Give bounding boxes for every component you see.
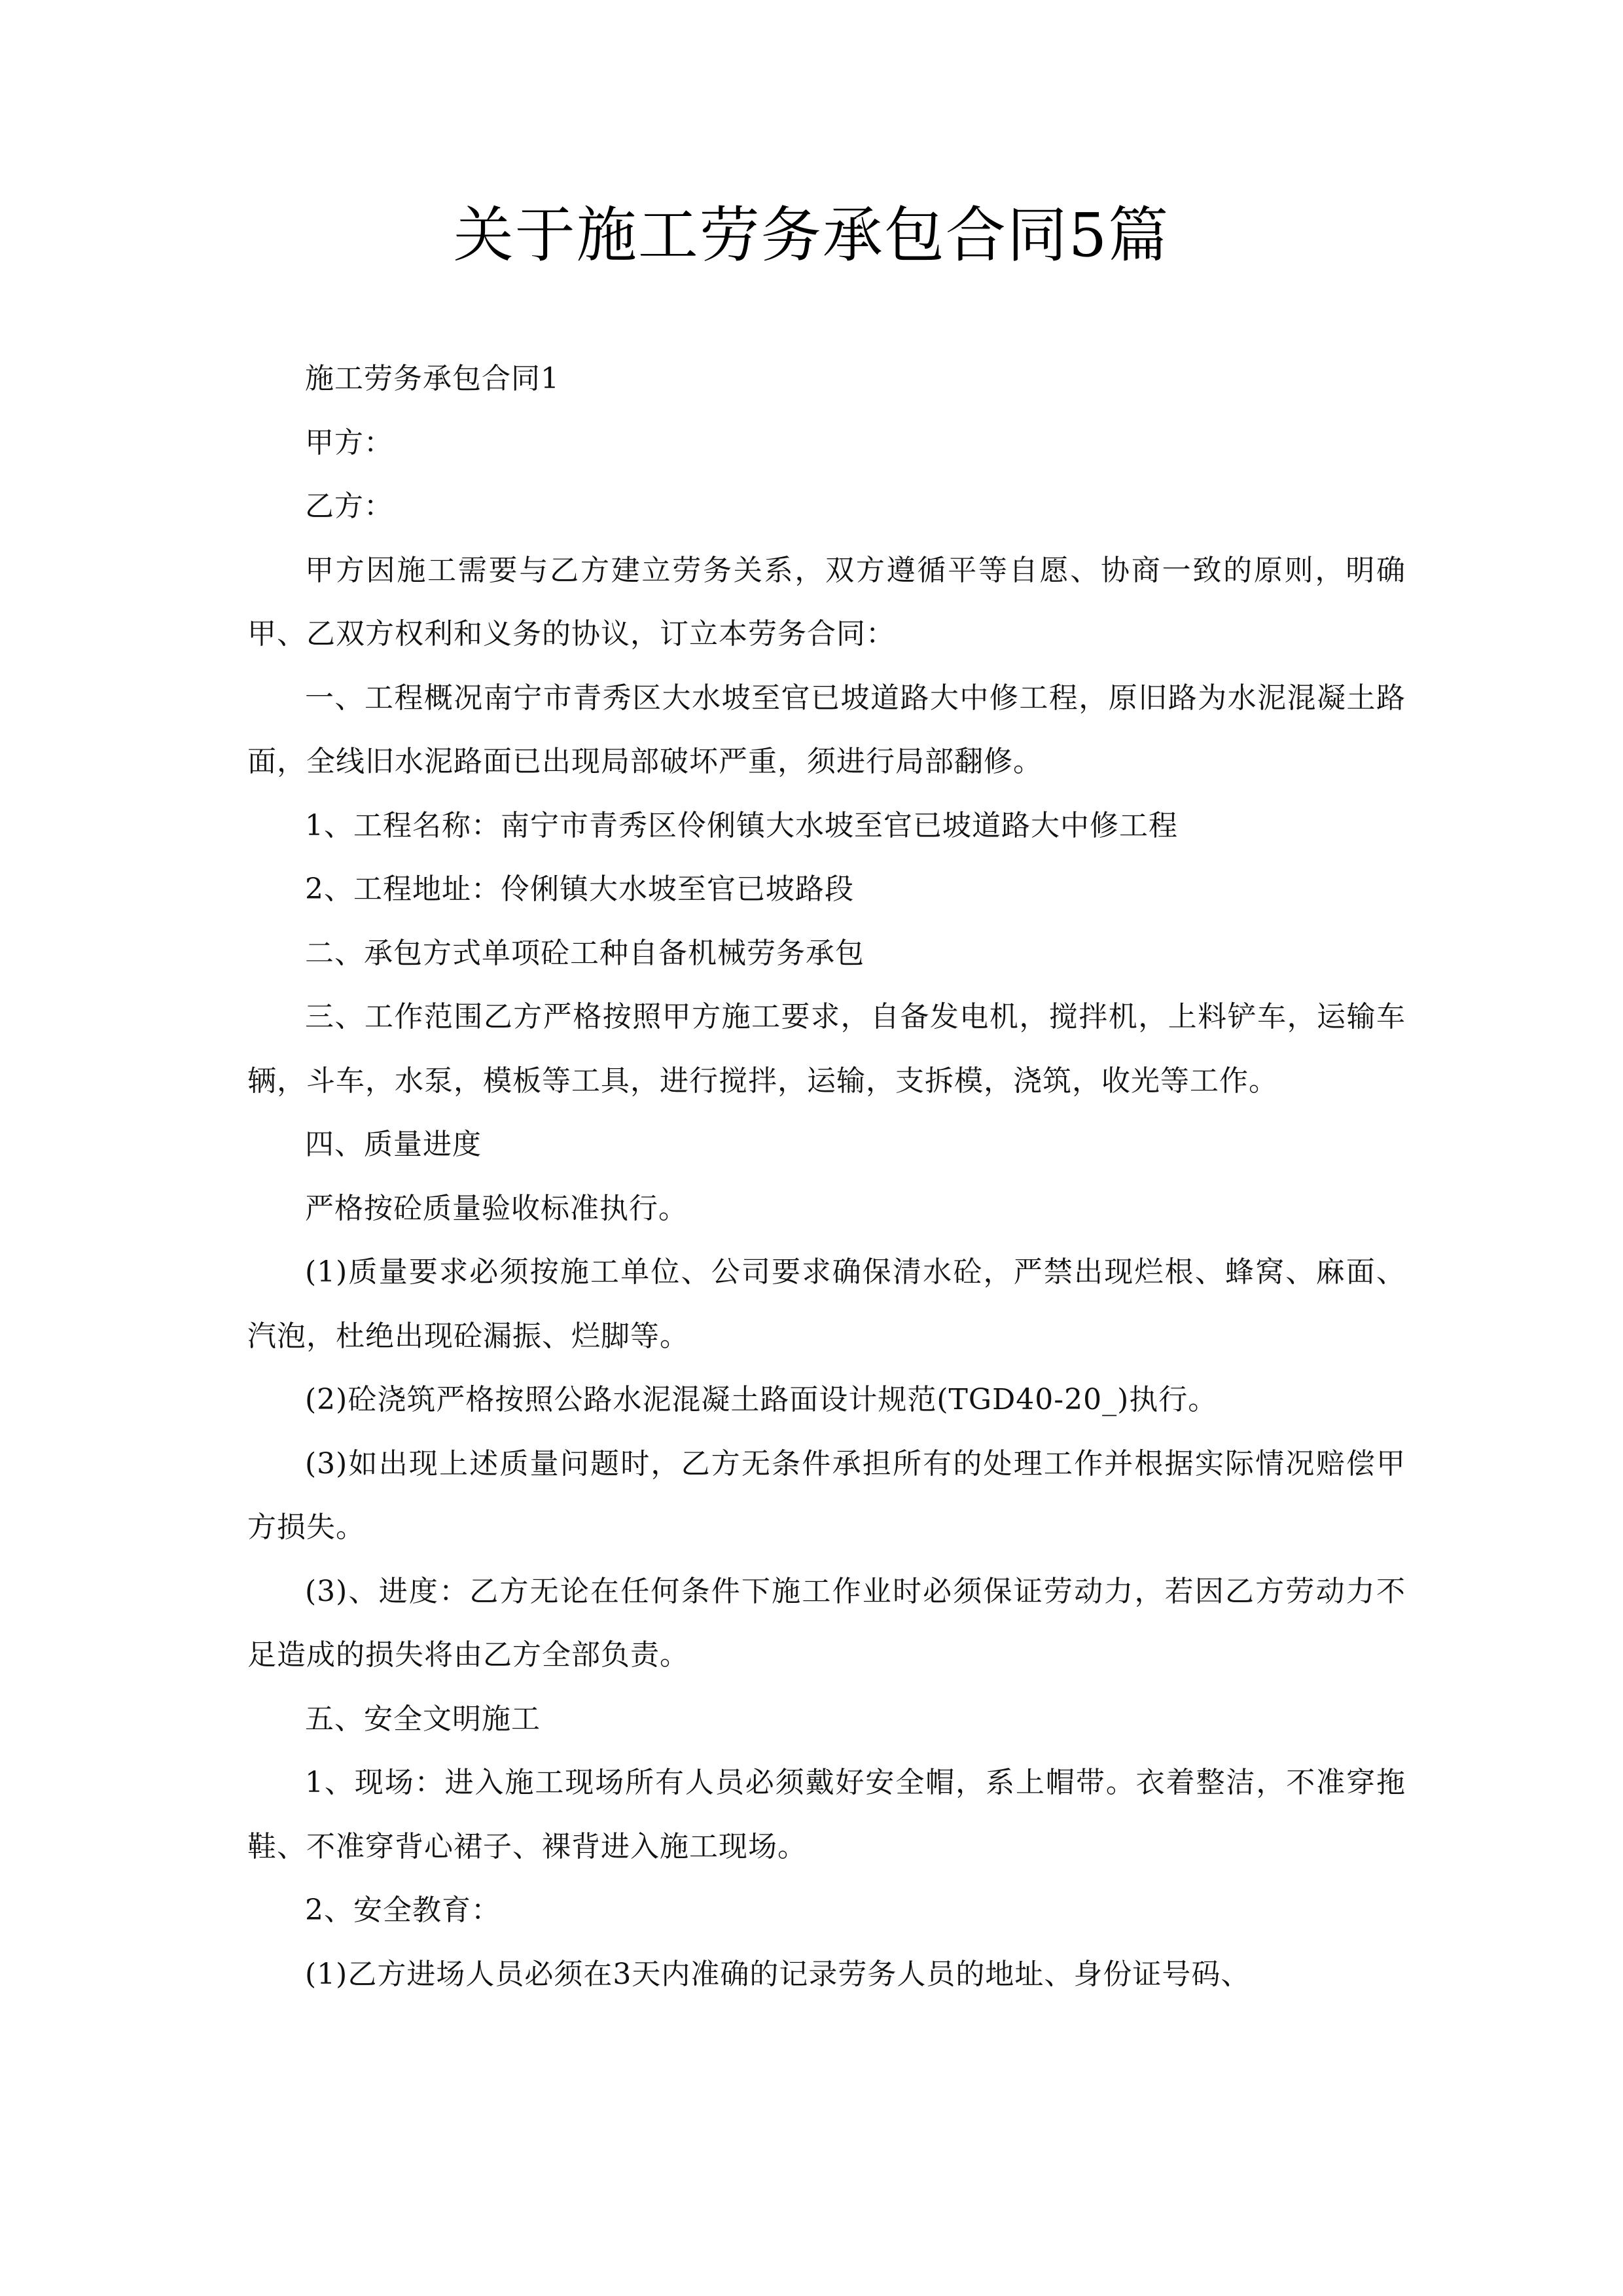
paragraph: 三、工作范围乙方严格按照甲方施工要求，自备发电机，搅拌机，上料铲车，运输车辆，斗车，水泵，模板等工具，进行搅拌，运输，支拆模，浇筑，收光等工作。 [247,1000,1406,1098]
paragraph: 施工劳务承包合同1 [305,362,560,395]
paragraph: 乙方： [305,490,393,523]
paragraph: 甲方因施工需要与乙方建立劳务关系，双方遵循平等自愿、协商一致的原则，明确甲、乙双方权利和义务的协议，订立本劳务合同： [247,553,1406,651]
paragraph: 1、现场：进入施工现场所有人员必须戴好安全帽，系上帽带。衣着整洁，不准穿拖鞋、不准穿背心裙子、裸背进入施工现场。 [247,1766,1406,1863]
document-body [247,347,1406,2006]
paragraph: (3)如出现上述质量问题时，乙方无条件承担所有的处理工作并根据实际情况赔偿甲方损失。 [247,1446,1406,1544]
document-title: 关于施工劳务承包合同5篇 [453,200,1170,270]
paragraph: 甲方： [305,425,393,459]
paragraph: 1、工程名称：南宁市青秀区伶俐镇大水坡至官已坡道路大中修工程 [305,808,1178,842]
paragraph: (2)砼浇筑严格按照公路水泥混凝土路面设计规范(TGD40-20_)执行。 [305,1383,1218,1416]
paragraph: 严格按砼质量验收标准执行。 [305,1191,688,1225]
paragraph: (1)质量要求必须按施工单位、公司要求确保清水砼，严禁出现烂根、蜂窝、麻面、汽泡，杜绝出现砼漏振、烂脚等。 [247,1255,1406,1353]
paragraph: 2、安全教育： [305,1893,501,1927]
paragraph: 五、安全文明施工 [305,1702,541,1736]
paragraph: (3)、进度：乙方无论在任何条件下施工作业时必须保证劳动力，若因乙方劳动力不足造成的损失将由乙方全部负责。 [247,1574,1406,1672]
paragraph: 二、承包方式单项砼工种自备机械劳务承包 [305,936,865,970]
paragraph: 四、质量进度 [305,1128,482,1161]
paragraph: (1)乙方进场人员必须在3天内准确的记录劳务人员的地址、身份证号码、 [305,1957,1251,1991]
paragraph: 一、工程概况南宁市青秀区大水坡至官已坡道路大中修工程，原旧路为水泥混凝土路面，全线旧水泥路面已出现局部破坏严重，须进行局部翻修。 [247,681,1406,778]
paragraph: 2、工程地址：伶俐镇大水坡至官已坡路段 [305,872,854,906]
